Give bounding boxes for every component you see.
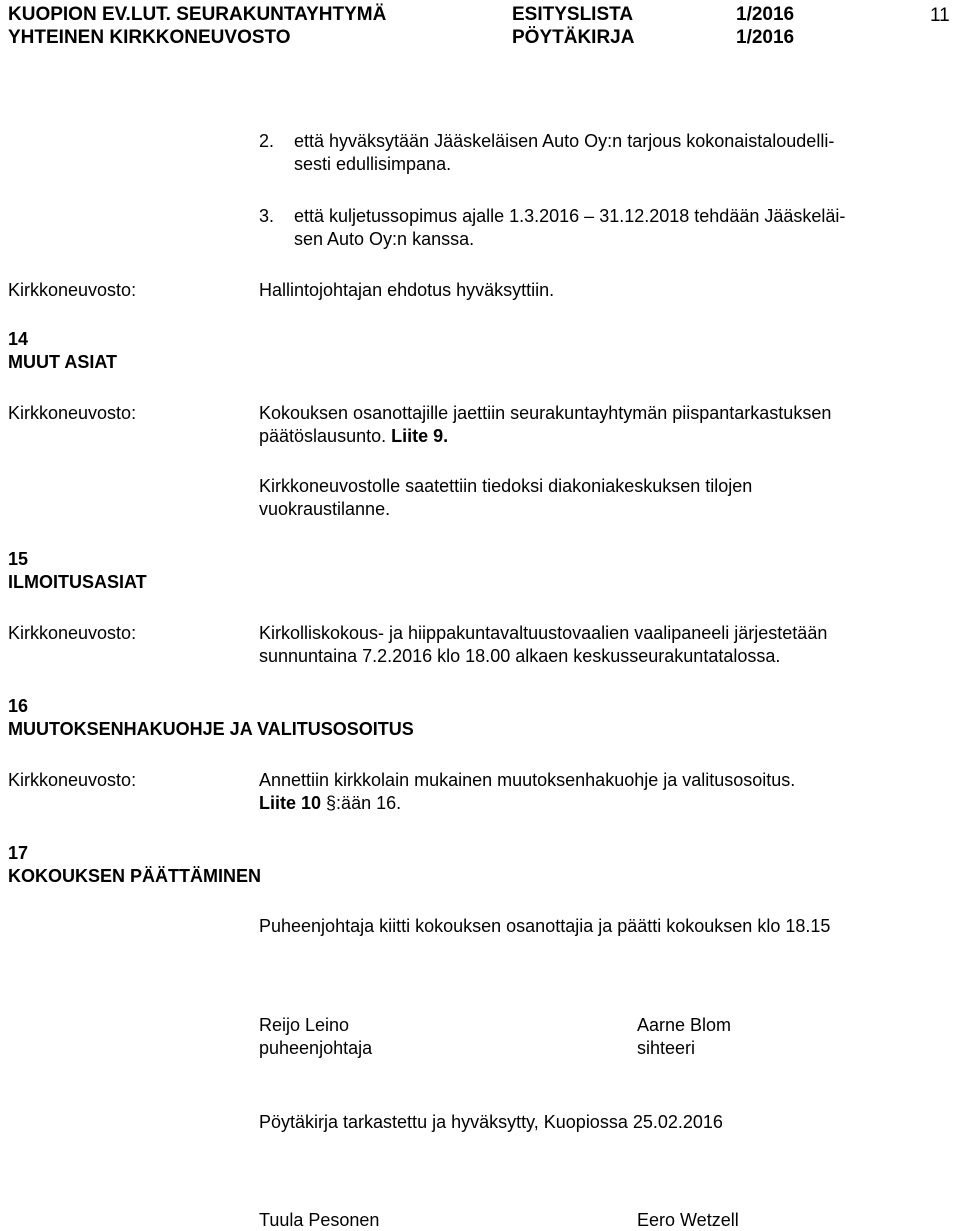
decision-label: Kirkkoneuvosto: (8, 770, 137, 790)
attachment-reference: Liite 9. (391, 426, 449, 446)
secretary-role: sihteeri (637, 1038, 696, 1058)
chair-role: puheenjohtaja (259, 1038, 373, 1058)
item-text: sen Auto Oy:n kanssa. (294, 229, 475, 249)
section-number: 15 (8, 549, 29, 569)
item-number: 3. (259, 206, 275, 226)
section-number: 17 (8, 843, 29, 863)
doc-type-agenda: ESITYSLISTA (512, 4, 634, 25)
decision-text: Kirkolliskokous- ja hiippakuntavaltuustovaalien vaalipaneeli järjestetään (259, 623, 828, 643)
notice-text: vuokraustilanne. (259, 499, 391, 519)
decision-text: §:ään 16. (326, 793, 402, 813)
decision-text-line (259, 792, 401, 814)
organization-name: KUOPION EV.LUT. SEURAKUNTAYHTYMÄ (8, 4, 387, 25)
review-statement: Pöytäkirja tarkastettu ja hyväksytty, Kuopiossa 25.02.2016 (259, 1112, 723, 1132)
page-number: 11 (930, 5, 950, 26)
secretary-name: Aarne Blom (637, 1015, 732, 1035)
decision-text: Annettiin kirkkolain mukainen muutoksenhakuohje ja valitusosoitus. (259, 770, 796, 790)
reviewer-name: Tuula Pesonen (259, 1210, 380, 1230)
decision-label: Kirkkoneuvosto: (8, 280, 137, 300)
decision-text-line (259, 425, 448, 447)
attachment-reference: Liite 10 (259, 793, 322, 813)
council-name: YHTEINEN KIRKKONEUVOSTO (8, 27, 291, 48)
decision-label: Kirkkoneuvosto: (8, 403, 137, 423)
reviewer-name: Eero Wetzell (637, 1210, 739, 1230)
decision-text: Hallintojohtajan ehdotus hyväksyttiin. (259, 280, 555, 300)
section-number: 14 (8, 329, 29, 349)
section-title: ILMOITUSASIAT (8, 572, 147, 592)
minutes-number: 1/2016 (736, 27, 795, 48)
decision-text: päätöslausunto. (259, 426, 387, 446)
doc-type-minutes: PÖYTÄKIRJA (512, 27, 635, 48)
item-text: että kuljetussopimus ajalle 1.3.2016 – 31.12.2018 tehdään Jääskeläi- (294, 206, 846, 226)
agenda-number: 1/2016 (736, 4, 795, 25)
notice-text: Kirkkoneuvostolle saatettiin tiedoksi diakoniakeskuksen tilojen (259, 476, 753, 496)
decision-text: sunnuntaina 7.2.2016 klo 18.00 alkaen keskusseurakuntatalossa. (259, 646, 781, 666)
section-title: MUUTOKSENHAKUOHJE JA VALITUSOSOITUS (8, 719, 414, 739)
section-title: MUUT ASIAT (8, 352, 117, 372)
item-text: että hyväksytään Jääskeläisen Auto Oy:n tarjous kokonaistaloudelli- (294, 131, 835, 151)
item-number: 2. (259, 131, 275, 151)
section-number: 16 (8, 696, 29, 716)
chair-name: Reijo Leino (259, 1015, 350, 1035)
decision-text: Kokouksen osanottajille jaettiin seurakuntayhtymän piispantarkastuksen (259, 403, 832, 423)
section-title: KOKOUKSEN PÄÄTTÄMINEN (8, 866, 262, 886)
item-text: sesti edullisimpana. (294, 154, 452, 174)
decision-label: Kirkkoneuvosto: (8, 623, 137, 643)
closing-text: Puheenjohtaja kiitti kokouksen osanottajia ja päätti kokouksen klo 18.15 (259, 916, 831, 936)
